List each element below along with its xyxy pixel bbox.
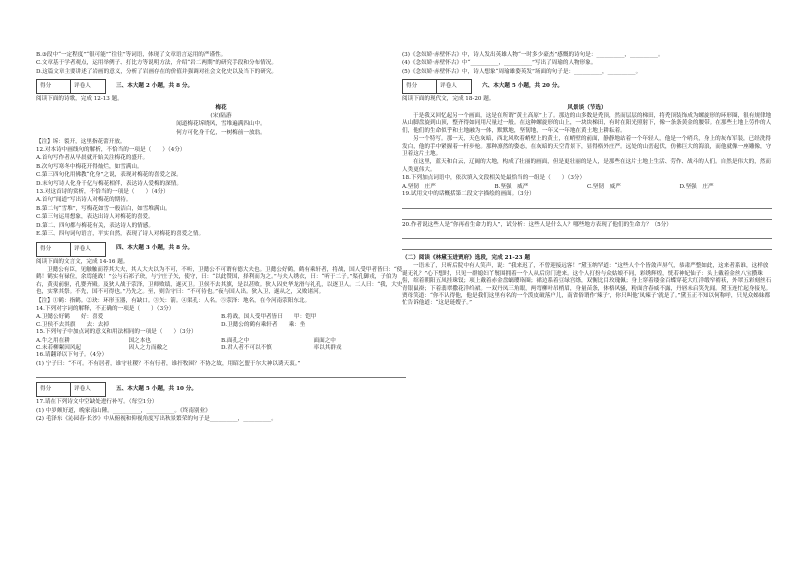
- grader-label: 评卷人: [74, 83, 91, 90]
- q15-option: 因人之力而敝之: [128, 344, 168, 351]
- q15-option: B.面孔之中: [221, 337, 250, 344]
- section-title: 六、本大题 5 小题，共 20 分。: [482, 83, 563, 90]
- q12-option: C.第三四句化用佛教“化身”之说，表现对梅花的喜爱之深。: [36, 172, 182, 179]
- q15-option: C.未若柳絮因风起: [36, 344, 82, 351]
- intro-line: B.③段中“一定程度”“很可能”“往往”等词语，体现了文章语言运用的严谨性。: [36, 52, 227, 58]
- grader-label: 评卷人: [74, 245, 91, 252]
- score-box: [36, 382, 106, 397]
- score-label: 得分: [37, 243, 71, 256]
- q15-option: 率以其群戎: [313, 344, 342, 351]
- question-15: 15.下列句子中加点词的意义和用法相同的一项是（ ）（3分）: [36, 329, 197, 336]
- q15-options: [36, 338, 406, 353]
- answer-line: [402, 230, 772, 239]
- read-prompt: 阅读下面的诗歌，完成 12-13 题。: [36, 96, 123, 103]
- essay-paragraph: 另一个特写。那一天，天色灰暗，西北风吹着峭壁上的黄土，在峭壁的前面，静静地站着一个年轻人，他是一个哨兵，身上的灰布军装，已经洗得发白，他的手中紧握着一杆步枪。那种凛然的姿态，在灰暗的天空背景下，显得格外庄严。远处的山峦起伏，仿佛巨大的海浪，而他就像一座雕像，守卫着这片土地。: [402, 136, 772, 158]
- poem-line: 何方可化身千亿，一树梅前一放翁。: [176, 130, 266, 137]
- q15-option: A.牛之用在耕: [36, 337, 70, 344]
- q15-option: 国之本也: [128, 337, 151, 344]
- right-column: [402, 52, 772, 309]
- q17-line: (2) 毛泽东《沁园春·长沙》中从俯视和仰视角度写出秋景繁荣的句子是__________，__________。: [36, 416, 277, 422]
- answer-line: [402, 200, 772, 209]
- answer-line: [402, 241, 772, 250]
- essay-title: 风景谈（节选）: [567, 104, 607, 111]
- q12-option: A.首句写作者从早晨就开始关注梅花的盛开。: [36, 155, 149, 162]
- section-title: 四、本大题 3 小题，共 8 分。: [116, 245, 194, 252]
- section-b-title: （二）阅读《林黛玉进贾府》选段，完成 21-23 题: [402, 254, 531, 261]
- classical-text: 卫懿公有臣，见触触而荐其大夫，其人大夫以为不可，不听，卫懿公不可谓有德大夫也。卫懿公好鹤，鹤有乘轩者，将战，国人受甲者皆曰：“使鹤！鹤实有禄位，余焉能战！”公与石祁子玦，与宁庄子矢，使守，曰：“以此赞国，择利而为之。”与夫人绣衣，曰：“听于二子。”渠孔御戎，子伯为右，黄夷前驱，孔婴齐殿。及狄人战于荥泽，卫师败绩，遂灭卫。卫侯不去其旗，是以甚败。狄人囚史华龙滑与礼孔，以逐卫人。二人曰：“我，大史也，实掌其祭。不先，国不可得也。”乃先之。至，则告守曰：“不可待也。”夜与国人出。狄入卫，遂从之，又败诸河。: [36, 266, 403, 296]
- q15-option: D.君人者不可以不慎: [221, 344, 272, 351]
- section-5-header: [36, 380, 406, 399]
- score-box: [402, 79, 472, 94]
- q13-option: A.首句“闻道”写出诗人对梅花的期待。: [36, 197, 132, 204]
- q18-options: [402, 184, 772, 191]
- section-6-header: [402, 77, 772, 96]
- q14-option: A.卫懿公好鹤 好：喜爱: [36, 314, 104, 321]
- intro-line: D.这篇文章主要讲述了岩画的意义，分析了岩画存在的价值并强调对社会文化史以及当下的研究。: [36, 68, 278, 75]
- q17-line: (4)《念奴娇·赤壁怀古》中“__________，__________”写出了周瑜的人物形象。: [402, 60, 597, 67]
- q14-option: C.卫侯不去其旗 去：去掉: [36, 321, 109, 328]
- grader-label: 评卷人: [74, 386, 91, 393]
- q17-line: (5)《念奴娇·赤壁怀古》中，诗人想象“周瑜雄姿英发”场面的句子是：__________，__________。: [402, 68, 642, 75]
- score-label: 得分: [37, 80, 71, 93]
- question-13: 13.对这首诗的赏析，不恰当的一项是（ ）（4分）: [36, 189, 169, 196]
- intro-options: [36, 52, 406, 76]
- question-19: 19.试用文中的话概括第二段文字描绘的画面。（3分）: [402, 191, 535, 198]
- q17-line: (3)《念奴娇·赤壁怀古》中，诗人发出英雄人物“一时多少豪杰”感慨的诗句是：__________，__________。: [402, 52, 664, 58]
- poem-note: 【注】坼：裂开，这里指花蕾开放。: [36, 138, 126, 145]
- question-16: 16.请翻译以下句子。（4分）: [36, 352, 108, 359]
- q13-option: B.第二句“雪堆”，写梅花如雪一般洁白，如雪堆满山。: [36, 205, 171, 212]
- classical-note: 【注】①鹤：指鹤。②玦：环形玉器，有缺口。③矢：箭。④渠孔：人名。⑤荥泽：地名，在今河南荥阳东北。: [36, 297, 311, 304]
- grader-label: 评卷人: [440, 83, 457, 90]
- left-column: [36, 52, 406, 424]
- question-12: 12.对本诗中画线句的解析，不恰当的一项是（ ）（4分）: [36, 147, 186, 154]
- section-3-header: [36, 77, 406, 96]
- q13-option: D.第二、四句都与梅花有关，表达诗人的情感。: [36, 222, 154, 229]
- score-box: [36, 242, 106, 257]
- q18-option: A.坚韧 庄严: [402, 183, 436, 190]
- question-14: 14.下列对字词的解释，不正确的一项是（ ）（3分）: [36, 305, 175, 312]
- q12-option: D.末句写诗人化身千亿与梅花相伴，表达诗人爱梅的深情。: [36, 180, 182, 187]
- q13-option: E.第三、四句词句语言，平实自然，表现了诗人对梅花的喜爱之情。: [36, 231, 205, 238]
- section-title: 三、本大题 2 小题，共 8 分。: [116, 83, 194, 90]
- section-title: 五、本大题 5 小题，共 10 分。: [116, 385, 197, 392]
- read-prompt: 阅读下面的文言文，完成 14-16 题。: [36, 258, 129, 265]
- q17-line: (1) 中岁颇好道，晚家南山陲。__________，__________。《终南别业》: [36, 407, 211, 414]
- question-18: 18.下列加点词语中，依次填入文段相关处最恰当的一组是（ ）（3分）: [402, 175, 586, 182]
- score-label: 得分: [403, 80, 437, 93]
- read-prompt: 阅读下面的现代文，完成 18-20 题。: [402, 96, 495, 103]
- score-box: [36, 79, 106, 94]
- q13-option: C.第三句运用想象，表达出诗人对梅花的喜爱。: [36, 214, 154, 221]
- q12-option: B.次句写寒冬中梅花开得灿烂，如雪满山。: [36, 163, 143, 170]
- q18-option: D.坚强 庄严: [679, 183, 714, 190]
- poem-title: 梅花: [215, 104, 227, 111]
- poem-line: 闻道梅花坼晓风，雪堆遍满四山中。: [176, 121, 266, 128]
- q16-text: (1) 宁子曰：“不可。不有居者，谁守社稷？不有行者，谁扞牧圉？不协之故，用昭乞盟于尔大神以诱天衷。”: [36, 360, 301, 367]
- essay-paragraph: 在这里，蓝天和白云，辽阔的大地，构成了壮丽的画面，但是更壮丽的是人，是那些在这片土地上生活、劳作、战斗的人们。自然是伟大的，然而人类更伟大。: [402, 159, 772, 173]
- q15-option: 面面之中: [313, 337, 336, 344]
- intro-line: C.文章基于学者观点，运用举例子、打比方等说明方法，介绍“岩二两期”的研究手段和分布情况。: [36, 60, 277, 67]
- question-20: 20.作者说这些人是“你再看生命力的人”，试分析：这些人是什么人？哪些地方表现了他们的生命力？（5分）: [402, 221, 672, 228]
- q14-option: D.卫懿公的鹤有乘轩者 乘：坐: [221, 321, 306, 328]
- q14-option: B.将战，国人受甲者皆曰 甲：铠甲: [221, 314, 317, 321]
- q18-option: B.坚强 威严: [494, 183, 529, 190]
- essay-paragraph: 于是我又回忆起另一个画面，这是在所谓“黄土高原”上了。那边的山多数是秃顶，然而层层的梯田，将秃顶装饰成为螺旋形的环形圈，很有规律地从山脚盘旋到山顶，整齐得如同用尺量过一般。在这种螺旋形的山上，一块块梯田，有时在阳光照射下，像一条条黄金的腰带。在那些土地上劳作的人们，他们的生命似乎和土地融为一体，默默地，坚韧地，一年又一年地在黄土地上耕耘着。: [402, 113, 772, 134]
- answer-line: [36, 369, 406, 378]
- poem-author: (宋)陆游: [210, 113, 232, 120]
- excerpt-text: 一语未了，只听后院中有人笑声，说：“我来迟了，不曾迎接远客！”黛玉纳罕道：“这些人个个皆敛声屏气，恭肃严整如此，这来者系谁，这样放诞无礼？”心下想时，只见一群媳妇丫鬟围拥着一个人从后房门进来。这个人打扮与众姑娘不同，彩绣辉煌，恍若神妃仙子：头上戴着金丝八宝攒珠髻，绾着朝阳五凤挂珠钗；项上戴着赤金盘螭璎珞圈；裙边系着豆绿宫绦，双衡比目玫瑰佩；身上穿着缕金百蝶穿花大红洋缎窄褃袄，外罩五彩刻丝石青银鼠褂；下着翡翠撒花洋绉裙。一双丹凤三角眼，两弯柳叶吊梢眉，身量苗条，体格风骚，粉面含春威不露，丹唇未启笑先闻。黛玉连忙起身接见。贾母笑道：“你不认得他，他是我们这里有名的一个泼皮破落户儿，南省俗谓作‘辣子’，你只叫他‘凤辣子’就是了。”黛玉正不知以何称呼，只见众姊妹都忙告诉他道：“这是琏嫂子。”: [402, 263, 772, 307]
- q14-options: [36, 314, 406, 329]
- score-label: 得分: [37, 383, 71, 396]
- question-17: 17.请在下列诗文中空缺处进行补写。（每空1分）: [36, 399, 158, 406]
- q18-option: C.坚韧 威严: [587, 183, 621, 190]
- section-4-header: [36, 240, 406, 259]
- answer-line: [402, 211, 772, 220]
